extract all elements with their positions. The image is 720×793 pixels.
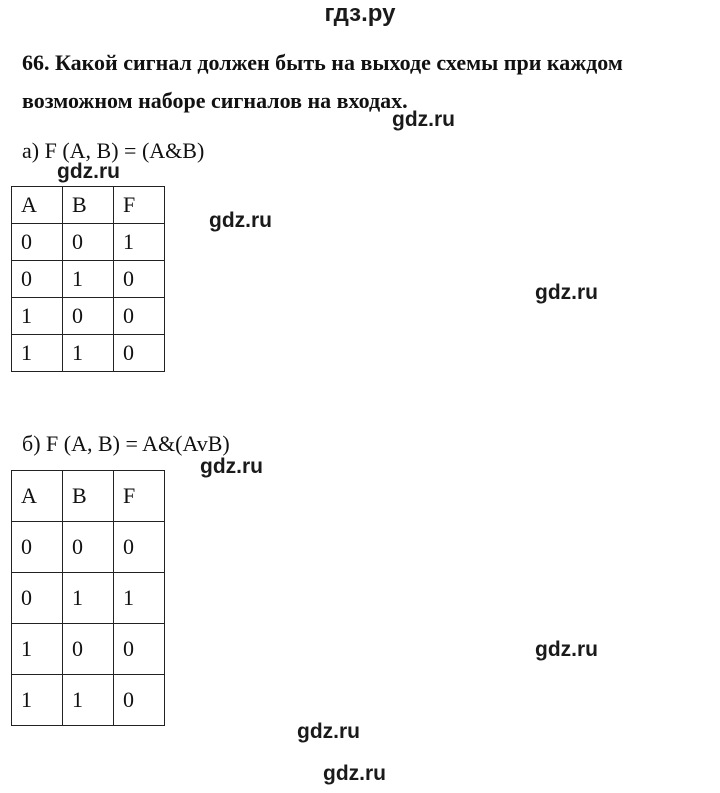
table-cell: 0: [114, 522, 165, 573]
table-cell: 1: [12, 335, 63, 372]
table-cell: 0: [12, 261, 63, 298]
table-cell: 1: [63, 335, 114, 372]
watermark: gdz.ru: [323, 762, 386, 785]
task-title-line-1: 66. Какой сигнал должен быть на выходе схемы при каждом: [22, 50, 623, 75]
table-cell: 1: [12, 298, 63, 335]
truth-table-a: [11, 186, 165, 372]
table-cell: 0: [114, 335, 165, 372]
table-cell: 0: [12, 522, 63, 573]
table-cell: 1: [12, 624, 63, 675]
truth-table-b: [11, 470, 165, 726]
table-cell: 0: [12, 573, 63, 624]
table-row: [12, 624, 165, 675]
table-cell: 0: [63, 224, 114, 261]
site-header: гдз.ру: [324, 0, 396, 27]
column-header-a: A: [12, 187, 63, 224]
column-header-b: B: [63, 187, 114, 224]
table-row: [12, 224, 165, 261]
task-title: [22, 44, 712, 120]
table-cell: 0: [63, 624, 114, 675]
watermark: gdz.ru: [200, 455, 263, 478]
task-title-line-2: возможном наборе сигналов на входах.: [22, 88, 408, 113]
table-header-row: [12, 471, 165, 522]
table-row: [12, 675, 165, 726]
table-cell: 0: [114, 298, 165, 335]
table-row: [12, 298, 165, 335]
table-cell: 0: [114, 624, 165, 675]
table-cell: 0: [63, 298, 114, 335]
column-header-f: F: [114, 187, 165, 224]
watermark: gdz.ru: [535, 638, 598, 661]
table-cell: 0: [12, 224, 63, 261]
table-cell: 0: [114, 675, 165, 726]
table-row: [12, 335, 165, 372]
table-cell: 0: [114, 261, 165, 298]
watermark: gdz.ru: [392, 108, 455, 131]
column-header-f: F: [114, 471, 165, 522]
table-cell: 1: [63, 675, 114, 726]
table-cell: 1: [12, 675, 63, 726]
table-cell: 1: [114, 224, 165, 261]
table-header-row: [12, 187, 165, 224]
formula-a: а) F (A, B) = (A&B): [22, 138, 205, 163]
watermark: gdz.ru: [57, 160, 120, 183]
table-row: [12, 522, 165, 573]
table-cell: 1: [63, 261, 114, 298]
table-cell: 1: [63, 573, 114, 624]
column-header-a: A: [12, 471, 63, 522]
table-cell: 1: [114, 573, 165, 624]
watermark: gdz.ru: [535, 281, 598, 304]
formula-b: б) F (A, B) = A&(AvB): [22, 431, 230, 456]
watermark: gdz.ru: [209, 209, 272, 232]
table-row: [12, 573, 165, 624]
table-row: [12, 261, 165, 298]
column-header-b: B: [63, 471, 114, 522]
table-cell: 0: [63, 522, 114, 573]
watermark: gdz.ru: [297, 720, 360, 743]
